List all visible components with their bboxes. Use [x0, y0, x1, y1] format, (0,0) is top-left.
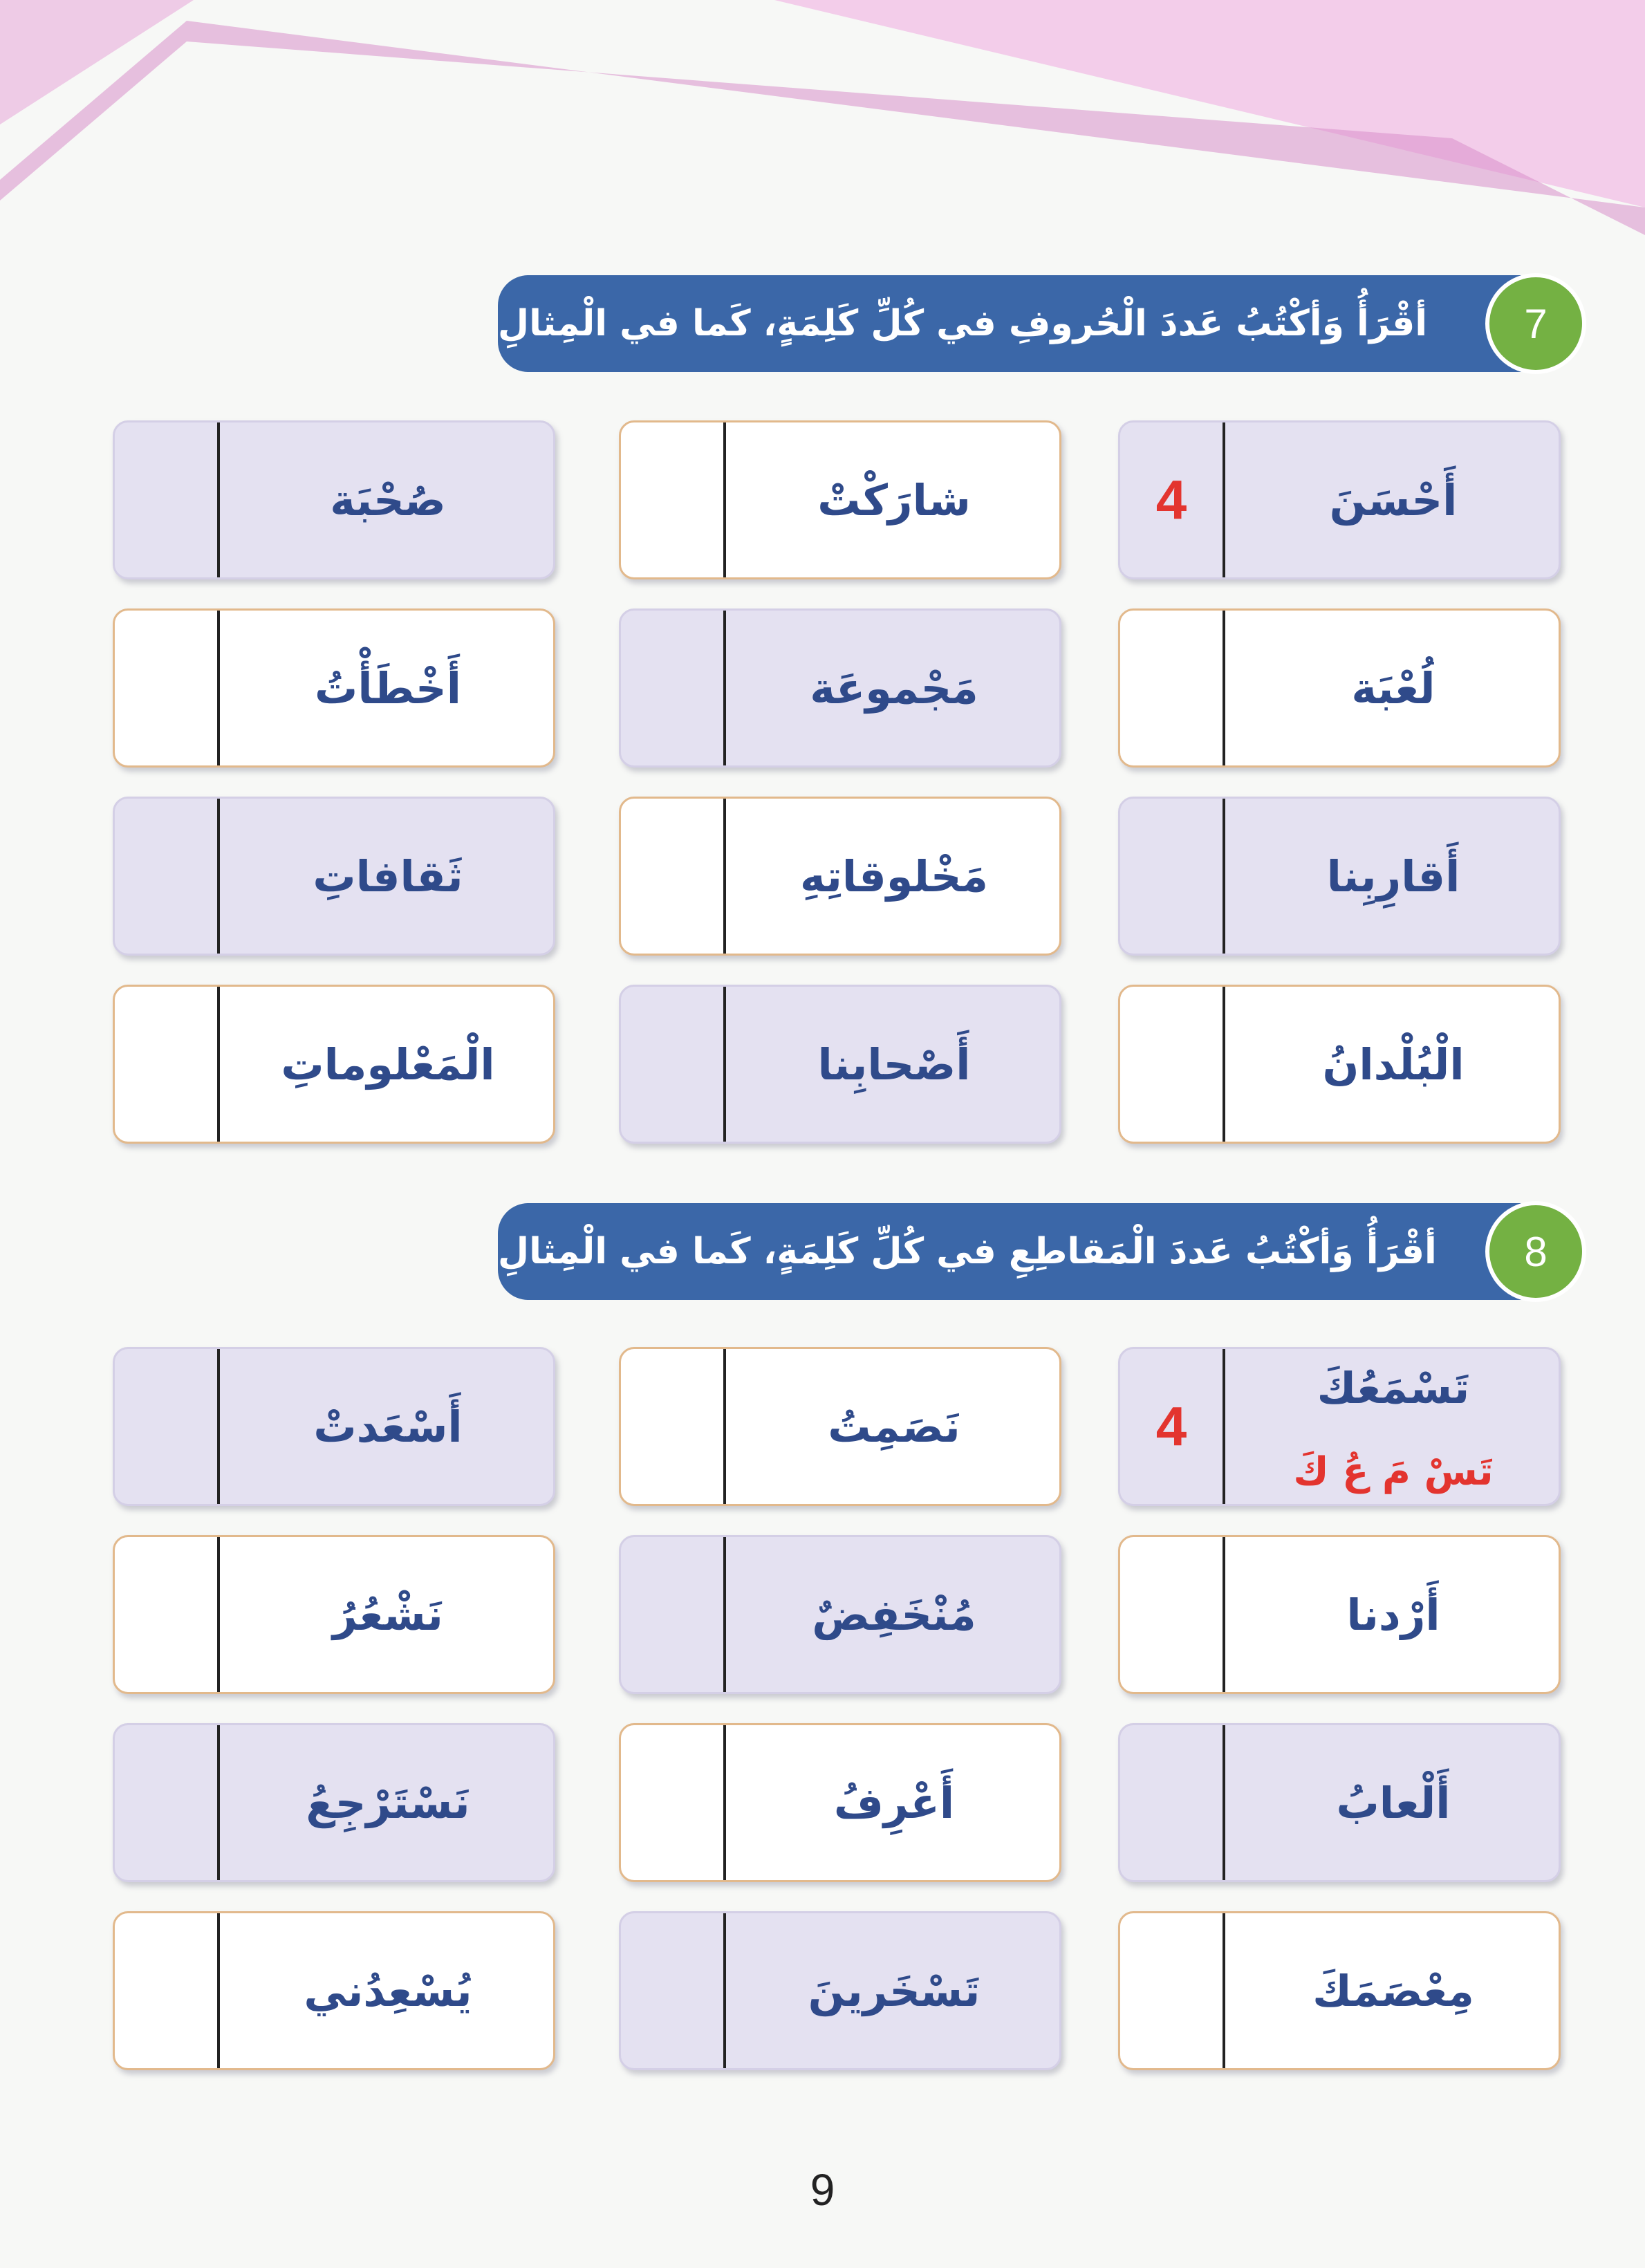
- card-divider: [723, 987, 726, 1142]
- card-divider: [1223, 1349, 1225, 1504]
- card-divider: [217, 1913, 220, 2068]
- ex7-word: لُعْبَة: [1351, 662, 1435, 714]
- ex7-word: مَجْموعَة: [810, 662, 978, 714]
- ex8-card-r2-c3[interactable]: [113, 1535, 555, 1694]
- ex8-word: نَصَمِتُ: [828, 1401, 960, 1452]
- card-divider: [723, 1913, 726, 2068]
- card-divider: [1223, 1725, 1225, 1880]
- ex8-word: أَلْعابُ: [1336, 1777, 1451, 1828]
- ex8-card-r1-c1: [1118, 1347, 1561, 1506]
- card-divider: [217, 611, 220, 765]
- ex7-example-answer: 4: [1155, 469, 1187, 530]
- ex7-word: الْمَعْلوماتِ: [281, 1039, 495, 1090]
- ex8-word: أَسْعَدتْ: [313, 1401, 463, 1452]
- corner-decoration: [0, 0, 1645, 235]
- ex8-word: مُنْخَفِضٌ: [812, 1589, 976, 1640]
- ex8-word: يُسْعِدُني: [304, 1965, 472, 2016]
- exercise-8-number: 8: [1485, 1201, 1586, 1302]
- ex7-card-r4-c2[interactable]: [619, 985, 1061, 1144]
- page-number: 9: [810, 2165, 835, 2215]
- ex7-card-r1-c1: [1118, 420, 1561, 579]
- ex7-word: أَحْسَنَ: [1329, 474, 1458, 526]
- ex7-word: صُحْبَة: [330, 474, 446, 526]
- card-divider: [217, 799, 220, 954]
- exercise-7-header: [498, 275, 1570, 372]
- ex7-card-r3-c1[interactable]: [1118, 797, 1561, 956]
- card-divider: [1223, 611, 1225, 765]
- ex7-word: أَقارِبِنا: [1326, 850, 1460, 902]
- card-divider: [1223, 1537, 1225, 1692]
- card-divider: [723, 1537, 726, 1692]
- ex8-card-r3-c3[interactable]: [113, 1723, 555, 1882]
- card-divider: [217, 422, 220, 577]
- ex7-card-r3-c2[interactable]: [619, 797, 1061, 956]
- ex8-example-answer: 4: [1155, 1395, 1187, 1457]
- ex8-word: تَسْخَرينَ: [808, 1965, 981, 2016]
- card-divider: [723, 799, 726, 954]
- card-divider: [217, 1725, 220, 1880]
- ex8-card-r3-c2[interactable]: [619, 1723, 1061, 1882]
- exercise-8-instruction: أقْرَأُ وَأكْتُبُ عَددَ الْمَقاطِعِ في كُلِّ كَلِمَةٍ، كَما في الْمِثالِ: [498, 1231, 1437, 1272]
- exercise-7-instruction: أقْرَأُ وَأكْتُبُ عَددَ الْحُروفِ في كُلِّ كَلِمَةٍ، كَما في الْمِثالِ: [498, 303, 1428, 344]
- card-divider: [1223, 422, 1225, 577]
- exercise-8-header: [498, 1203, 1570, 1300]
- ex7-word: أَصْحابِنا: [817, 1039, 971, 1090]
- ex8-word: تَسْمَعُكَ: [1317, 1363, 1470, 1413]
- ex8-word: نَسْتَرْجِعُ: [306, 1777, 470, 1828]
- ex8-card-r1-c2[interactable]: [619, 1347, 1061, 1506]
- ex8-word: أَعْرِفُ: [833, 1777, 955, 1828]
- ex8-card-r4-c2[interactable]: [619, 1911, 1061, 2070]
- ex7-word: ثَقافاتِ: [313, 850, 463, 902]
- card-divider: [723, 1349, 726, 1504]
- ex7-card-r4-c1[interactable]: [1118, 985, 1561, 1144]
- card-divider: [1223, 1913, 1225, 2068]
- card-divider: [1223, 987, 1225, 1142]
- ex7-card-r1-c2[interactable]: [619, 420, 1061, 579]
- ex7-card-r3-c3[interactable]: [113, 797, 555, 956]
- card-divider: [723, 1725, 726, 1880]
- ex7-card-r1-c3[interactable]: [113, 420, 555, 579]
- card-divider: [1223, 799, 1225, 954]
- card-divider: [723, 611, 726, 765]
- ex8-card-r2-c1[interactable]: [1118, 1535, 1561, 1694]
- ex7-word: شارَكْتْ: [817, 474, 971, 526]
- ex8-card-r4-c3[interactable]: [113, 1911, 555, 2070]
- ex7-card-r2-c2[interactable]: [619, 608, 1061, 768]
- ex8-example-syllables: تَسْ مَ عُ كَ: [1293, 1449, 1494, 1494]
- ex7-word: أَخْطَأْتُ: [315, 662, 461, 714]
- ex8-card-r3-c1[interactable]: [1118, 1723, 1561, 1882]
- exercise-7-number: 7: [1485, 273, 1586, 374]
- ex7-card-r2-c3[interactable]: [113, 608, 555, 768]
- ex8-card-r2-c2[interactable]: [619, 1535, 1061, 1694]
- card-divider: [217, 987, 220, 1142]
- card-divider: [217, 1349, 220, 1504]
- ex8-card-r1-c3[interactable]: [113, 1347, 555, 1506]
- ex7-word: الْبُلْدانُ: [1322, 1039, 1465, 1090]
- ex8-word: مِعْصَمَكَ: [1312, 1965, 1474, 2016]
- ex7-card-r4-c3[interactable]: [113, 985, 555, 1144]
- ex8-word: نَشْعُرُ: [333, 1589, 443, 1640]
- ex7-word: مَخْلوقاتِهِ: [800, 850, 989, 902]
- card-divider: [217, 1537, 220, 1692]
- card-divider: [723, 422, 726, 577]
- ex7-card-r2-c1[interactable]: [1118, 608, 1561, 768]
- ex8-card-r4-c1[interactable]: [1118, 1911, 1561, 2070]
- ex8-word: أَرْدنا: [1346, 1589, 1440, 1640]
